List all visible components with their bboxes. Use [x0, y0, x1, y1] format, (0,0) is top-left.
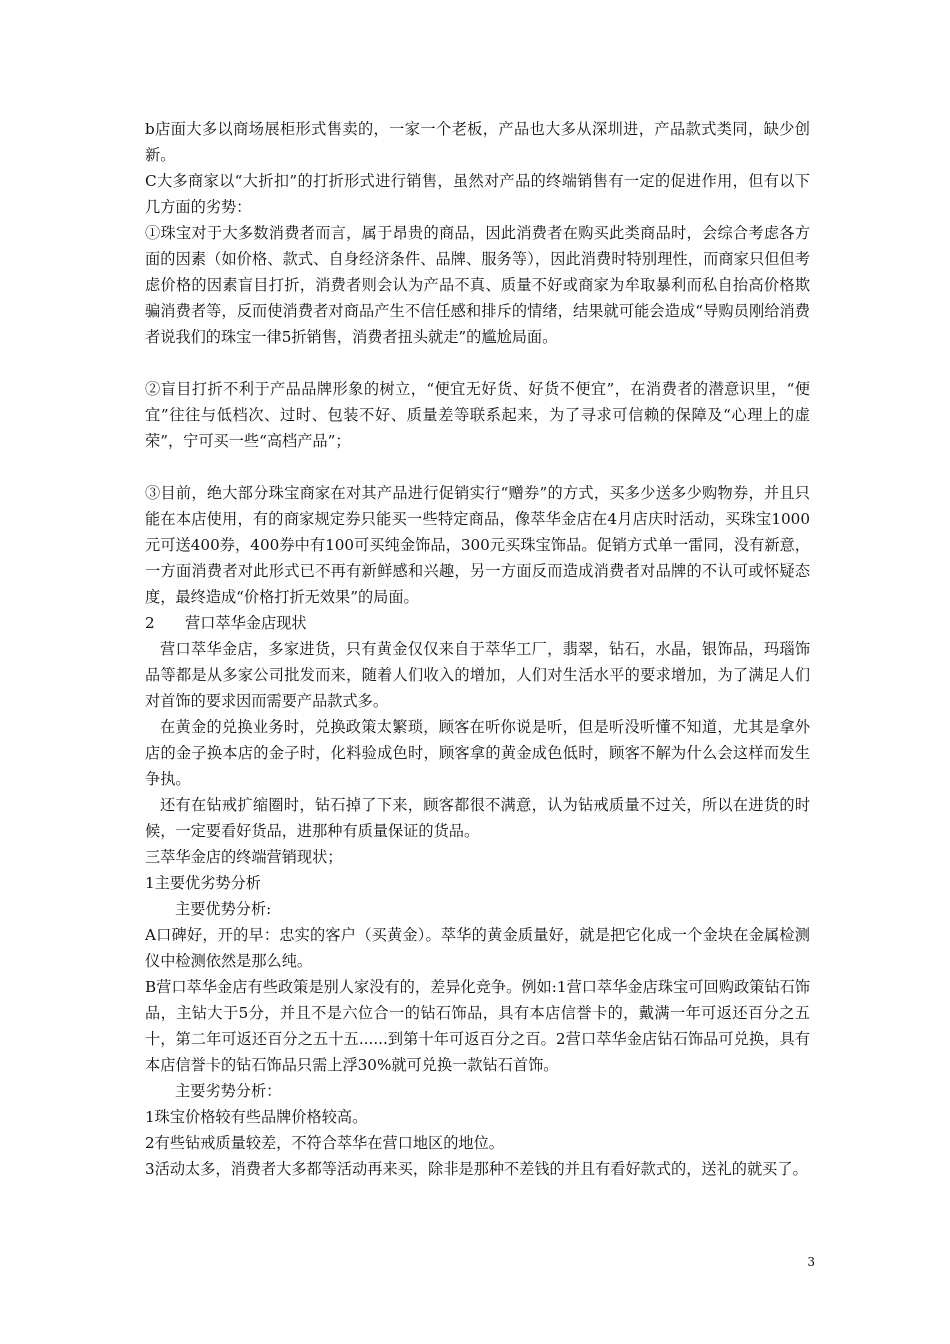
blank-line: [145, 350, 810, 376]
paragraph-multi-sourcing: 营口萃华金店，多家进货，只有黄金仅仅来自于萃华工厂，翡翠，钻石，水晶，银饰品，玛瑙饰品等都是从多家公司批发而来，随着人们收入的增加，人们对生活水平的要求增加，为了满足人们对首饰的要求因而需要产品款式多。: [145, 640, 810, 710]
paragraph-point-3: ③目前，绝大部分珠宝商家在对其产品进行促销实行“赠券”的方式，买多少送多少购物券，并且只能在本店使用，有的商家规定券只能买一些特定商品，像萃华金店在4月店庆时活动，买珠宝1000元可送400券，400券中有100可买纯金饰品，300元买珠宝饰品。促销方式单一雷同，没有新意，一方面消费者对此形式已不再有新鲜感和兴趣，另一方面反而造成消费者对品牌的不认可或怀疑态度，最终造成“价格打折无效果”的局面。: [145, 484, 810, 606]
paragraph-point-2: ②盲目打折不利于产品品牌形象的树立，“便宜无好货、好货不便宜”，在消费者的潜意识里，“便宜”往往与低档次、过时、包装不好、质量差等联系起来，为了寻求可信赖的保障及“心理上的虚荣”，宁可买一些“高档产品”；: [145, 380, 810, 450]
paragraph-b-store-display: b店面大多以商场展柜形式售卖的，一家一个老板，产品也大多从深圳进，产品款式类同，缺少创新。: [145, 120, 810, 164]
paragraph-strength-a: A口碑好，开的早：忠实的客户（买黄金）。萃华的黄金质量好，就是把它化成一个金块在金属检测仪中检测依然是那么纯。: [145, 926, 810, 970]
subheading-weaknesses: 主要劣势分析：: [175, 1082, 282, 1100]
paragraph-weakness-2: 2有些钻戒质量较差，不符合萃华在营口地区的地位。: [145, 1134, 504, 1152]
section-heading-terminal-marketing: 三萃华金店的终端营销现状；: [145, 848, 343, 866]
blank-line: [145, 454, 810, 480]
page-number: 3: [807, 1255, 815, 1269]
paragraph-weakness-3: 3活动太多，消费者大多都等活动再来买，除非是那种不差钱的并且有看好款式的，送礼的就买了。: [145, 1160, 808, 1178]
subheading-strengths: 主要优势分析:: [175, 900, 272, 918]
document-body: [145, 116, 810, 1182]
section-heading-store-status: 2 营口萃华金店现状: [145, 614, 307, 632]
paragraph-point-1: ①珠宝对于大多数消费者而言，属于昂贵的商品，因此消费者在购买此类商品时，会综合考虑各方面的因素（如价格、款式、自身经济条件、品牌、服务等），因此消费时特别理性，而商家只但但考虑价格的因素盲目打折，消费者则会认为产品不真、质量不好或商家为牟取暴利而私自抬高价格欺骗消费者等，反而使消费者对商品产生不信任感和排斥的情绪，结果就可能会造成“导购员刚给消费者说我们的珠宝一律5折销售，消费者扭头就走”的尴尬局面。: [145, 224, 810, 346]
paragraph-ring-resizing: 还有在钻戒扩缩圈时，钻石掉了下来，顾客都很不满意，认为钻戒质量不过关，所以在进货的时候，一定要看好货品，进那种有质量保证的货品。: [145, 796, 810, 840]
paragraph-strength-b: B营口萃华金店有些政策是别人家没有的，差异化竞争。例如:1营口萃华金店珠宝可回购政策钻石饰品，主钻大于5分，并且不是六位合一的钻石饰品，具有本店信誉卡的，戴满一年可返还百分之五十，第二年可返还百分之五十五......到第十年可返百分之百。2营口萃华金店钻石饰品可兑换，具有本店信誉卡的钻石饰品只需上浮30%就可兑换一款钻石首饰。: [145, 978, 810, 1074]
paragraph-c-discount-sales: C大多商家以“大折扣”的打折形式进行销售，虽然对产品的终端销售有一定的促进作用，但有以下几方面的劣势：: [145, 172, 810, 216]
paragraph-gold-exchange: 在黄金的兑换业务时，兑换政策太繁琐，顾客在听你说是听，但是听没听懂不知道，尤其是拿外店的金子换本店的金子时，化料验成色时，顾客拿的黄金成色低时，顾客不解为什么会这样而发生争执。: [145, 718, 810, 788]
subheading-swot: 1主要优劣势分析: [145, 874, 261, 892]
paragraph-weakness-1: 1珠宝价格较有些品牌价格较高。: [145, 1108, 368, 1126]
